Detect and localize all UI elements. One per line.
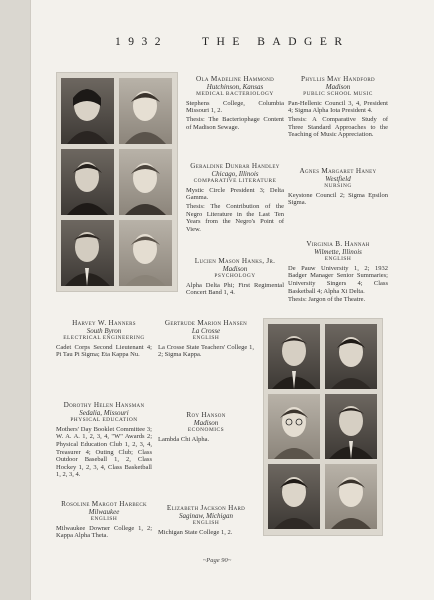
entry-name: Elizabeth Jackson Hard <box>166 504 246 512</box>
entry-hard <box>158 505 254 536</box>
entry-activities: Milwaukee Downer College 1, 2; Kappa Alpha Theta. <box>56 524 152 540</box>
entry-name: Roy Hanson <box>186 411 226 419</box>
entry-handford <box>288 76 388 139</box>
entry-activities: La Crosse State Teachers' College 1, 2; Sigma Kappa. <box>158 343 254 359</box>
entry-thesis: Thesis: The Contribution of the Negro Literature in the Last Ten Years from the Negro's Point of View. <box>186 202 284 233</box>
entry-activities: Michigan State College 1, 2. <box>158 528 233 536</box>
entry-hometown: Westfield <box>325 174 351 183</box>
photo-panel-top <box>56 72 178 292</box>
entry-department: COMPARATIVE LITERATURE <box>193 178 277 185</box>
entry-hammond <box>186 76 284 131</box>
entry-activities: Keystone Council 2; Sigma Epsilon Sigma. <box>288 191 388 207</box>
entry-activities: Lambda Chi Alpha. <box>158 435 210 443</box>
entry-activities: Stephens College, Columbia Missouri 1, 2. <box>186 99 284 115</box>
entry-hanners <box>56 320 152 359</box>
entry-department: PSYCHOLOGY <box>214 273 256 280</box>
entry-hanson <box>158 412 254 443</box>
entry-name: Ola Madeline Hammond <box>195 75 275 83</box>
header-title: THE BADGER <box>202 36 350 48</box>
portrait-photo-hanks <box>61 220 114 286</box>
portrait-photo-hansman <box>268 394 320 459</box>
entry-hansen <box>158 320 254 359</box>
entry-thesis: Thesis: A Comparative Study of Three Standard Approaches to the Teaching of Music Appreciation. <box>288 115 388 139</box>
entry-hometown: Wilmette, Illinois <box>314 247 362 256</box>
entry-name: Dorothy Helen Hansman <box>63 401 145 409</box>
entry-hometown: Milwaukee <box>88 507 120 516</box>
entry-name: Virginia B. Hannah <box>306 240 370 248</box>
entry-hansman <box>56 402 152 479</box>
entry-department: ECONOMICS <box>187 427 225 434</box>
entry-activities: Mystic Circle President 3; Delta Gamma. <box>186 186 284 202</box>
entry-hannah <box>288 241 388 304</box>
portrait-photo-handford <box>119 78 172 144</box>
entry-hometown: Madison <box>325 82 351 91</box>
entry-department: ENGLISH <box>324 256 352 263</box>
entry-activities: Cadet Corps Second Lieutenant 4; Pi Tau Pi Sigma; Eta Kappa Nu. <box>56 343 152 359</box>
entry-name: Harvey W. Hanners <box>72 319 136 327</box>
entry-activities: Mothers' Day Booklet Committee 3; W. A. A. 1, 2, 3, 4, "W" Awards 2; Physical Education Club 1, 2, 3, 4, Treasurer 4; Outing Club; Class Outdoor Baseball 1, 2, Class Hockey 1, 2, 3, 4, Class Basketball 1, 2, 3, 4. <box>56 425 152 479</box>
entry-department: PUBLIC SCHOOL MUSIC <box>303 91 373 98</box>
entry-harbeck <box>56 501 152 540</box>
portrait-photo-hansen <box>325 324 377 389</box>
entry-hometown: Saginaw, Michigan <box>179 511 233 520</box>
photo-panel-bottom <box>263 318 383 536</box>
entry-name: Phyllis May Handford <box>301 75 375 83</box>
entry-name: Agnes Margaret Haney <box>299 167 377 175</box>
entry-department: MEDICAL BACTERIOLOGY <box>196 91 274 98</box>
entry-thesis: Thesis: Jargon of the Theatre. <box>288 296 366 304</box>
entry-activities: De Pauw University 1, 2; 1932 Badger Manager Senior Summaries; University Singers 4; Class Basketball 4; Alpha Xi Delta. <box>288 264 388 295</box>
entry-hometown: Madison <box>193 418 219 427</box>
entry-name: Rosoline Margot Harbeck <box>61 500 147 508</box>
entry-hometown: South Byron <box>86 326 122 335</box>
portrait-photo-hannah <box>119 220 172 286</box>
entry-department: PHYSICAL EDUCATION <box>70 417 138 424</box>
portrait-photo-hanners <box>268 324 320 389</box>
entry-hometown: La Crosse <box>191 326 221 335</box>
entry-name: Gertrude Marion Hansen <box>164 319 248 327</box>
entry-activities: Pan-Hellenic Council 3, 4, President 4; Sigma Alpha Iota President 4. <box>288 99 388 115</box>
header-year: 1932 <box>115 36 168 48</box>
entry-department: ENGLISH <box>192 520 220 527</box>
page-header <box>115 36 350 48</box>
entry-hometown: Sedalia, Missouri <box>79 408 129 417</box>
entry-name: Geraldine Dunbar Handley <box>190 162 280 170</box>
entry-thesis: Thesis: The Bacteriophage Content of Madison Sewage. <box>186 115 284 131</box>
entry-hanks <box>186 258 284 297</box>
entry-activities: Alpha Delta Phi; First Regimental Concert Band 1, 4. <box>186 281 284 297</box>
entry-department: ENGLISH <box>90 516 118 523</box>
portrait-photo-haney <box>119 149 172 215</box>
portrait-photo-harbeck <box>268 464 320 529</box>
entry-handley <box>186 163 284 233</box>
entry-department: ENGLISH <box>192 335 220 342</box>
portrait-photo-hammond <box>61 78 114 144</box>
portrait-photo-hanson <box>325 394 377 459</box>
entry-hometown: Madison <box>222 264 248 273</box>
entry-haney <box>288 168 388 207</box>
entry-hometown: Chicago, Illinois <box>211 169 259 178</box>
entry-name: Lucien Mason Hanks, Jr. <box>194 257 276 265</box>
page-number: ~Page 90~ <box>202 557 232 564</box>
entry-department: ELECTRICAL ENGINEERING <box>63 335 145 342</box>
page-binding-strip <box>0 0 31 600</box>
portrait-photo-handley <box>61 149 114 215</box>
entry-department: NURSING <box>324 183 352 190</box>
entry-hometown: Hutchinson, Kansas <box>206 82 264 91</box>
portrait-photo-hard <box>325 464 377 529</box>
